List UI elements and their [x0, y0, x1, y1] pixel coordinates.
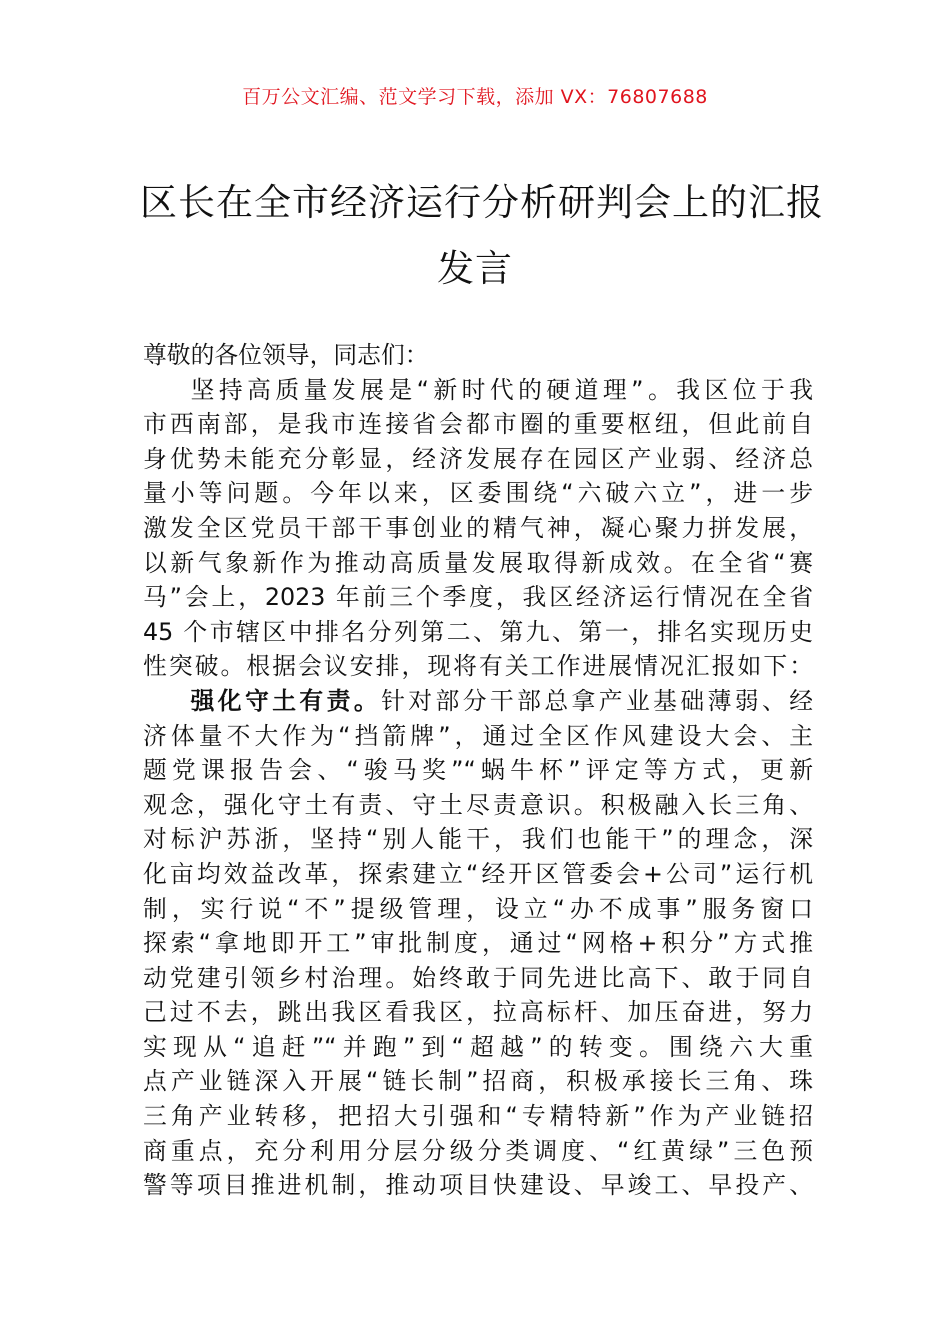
paragraph-2-line: 实现从“追赶”“并跑”到“超越”的转变。围绕六大重	[143, 1032, 813, 1061]
paragraph-1-line: 马”会上，2023 年前三个季度，我区经济运行情况在全省	[143, 583, 813, 612]
paragraph-2-line: 化亩均效益改革，探索建立“经开区管委会+公司”运行机	[143, 859, 813, 888]
document-body	[143, 338, 813, 1203]
paragraph-2-line: 点产业链深入开展“链长制”招商，积极承接长三角、珠	[143, 1067, 813, 1096]
document-title	[140, 170, 824, 302]
paragraph-2-line: 济体量不大作为“挡箭牌”，通过全区作风建设大会、主	[143, 721, 813, 750]
paragraph-1-line: 身优势未能充分彰显，经济发展存在园区产业弱、经济总	[143, 444, 813, 473]
salutation: 尊敬的各位领导，同志们：	[143, 341, 429, 369]
paragraph-2-line: 三角产业转移，把招大引强和“专精特新”作为产业链招	[143, 1102, 813, 1131]
paragraph-2-heading: 强化守土有责。	[190, 686, 382, 715]
paragraph-1-line: 45 个市辖区中排名分列第二、第九、第一，排名实现历史	[143, 617, 813, 646]
title-line-1: 区长在全市经济运行分析研判会上的汇报	[140, 181, 824, 224]
paragraph-2-line: 观念，强化守土有责、守土尽责意识。积极融入长三角、	[143, 790, 813, 819]
paragraph-1-line: 性突破。根据会议安排，现将有关工作进展情况汇报如下：	[143, 652, 813, 681]
paragraph-2-line: 己过不去，跳出我区看我区，拉高标杆、加压奋进，努力	[143, 998, 813, 1027]
paragraph-2-first-line	[143, 684, 813, 719]
paragraph-2-line: 商重点，充分利用分层分级分类调度、“红黄绿”三色预	[143, 1136, 813, 1165]
paragraph-1-line: 以新气象新作为推动高质量发展取得新成效。在全省“赛	[143, 548, 813, 577]
paragraph-2-line: 对标沪苏浙，坚持“别人能干，我们也能干”的理念，深	[143, 825, 813, 854]
paragraph-2-line: 警等项目推进机制，推动项目快建设、早竣工、早投产、	[143, 1171, 813, 1200]
paragraph-1-line: 坚持高质量发展是“新时代的硬道理”。我区位于我	[190, 375, 813, 404]
paragraph-2-line: 题党课报告会、“骏马奖”“蜗牛杯”评定等方式，更新	[143, 756, 813, 785]
paragraph-2-line: 制，实行说“不”提级管理，设立“办不成事”服务窗口	[143, 894, 813, 923]
paragraph-1-line: 市西南部，是我市连接省会都市圈的重要枢纽，但此前自	[143, 410, 813, 439]
header-watermark-note: 百万公文汇编、范文学习下载，添加 VX：76807688	[242, 86, 708, 108]
title-line-2: 发言	[437, 247, 513, 290]
paragraph-1-line: 激发全区党员干部干事创业的精气神，凝心聚力拼发展，	[143, 513, 813, 542]
paragraph-2-line: 动党建引领乡村治理。始终敢于同先进比高下、敢于同自	[143, 963, 813, 992]
paragraph-1-line: 量小等问题。今年以来，区委围绕“六破六立”，进一步	[143, 479, 813, 508]
paragraph-2-line: 探索“拿地即开工”审批制度，通过“网格+积分”方式推	[143, 929, 813, 958]
paragraph-2-first-rest: 针对部分干部总拿产业基础薄弱、经	[381, 686, 814, 715]
